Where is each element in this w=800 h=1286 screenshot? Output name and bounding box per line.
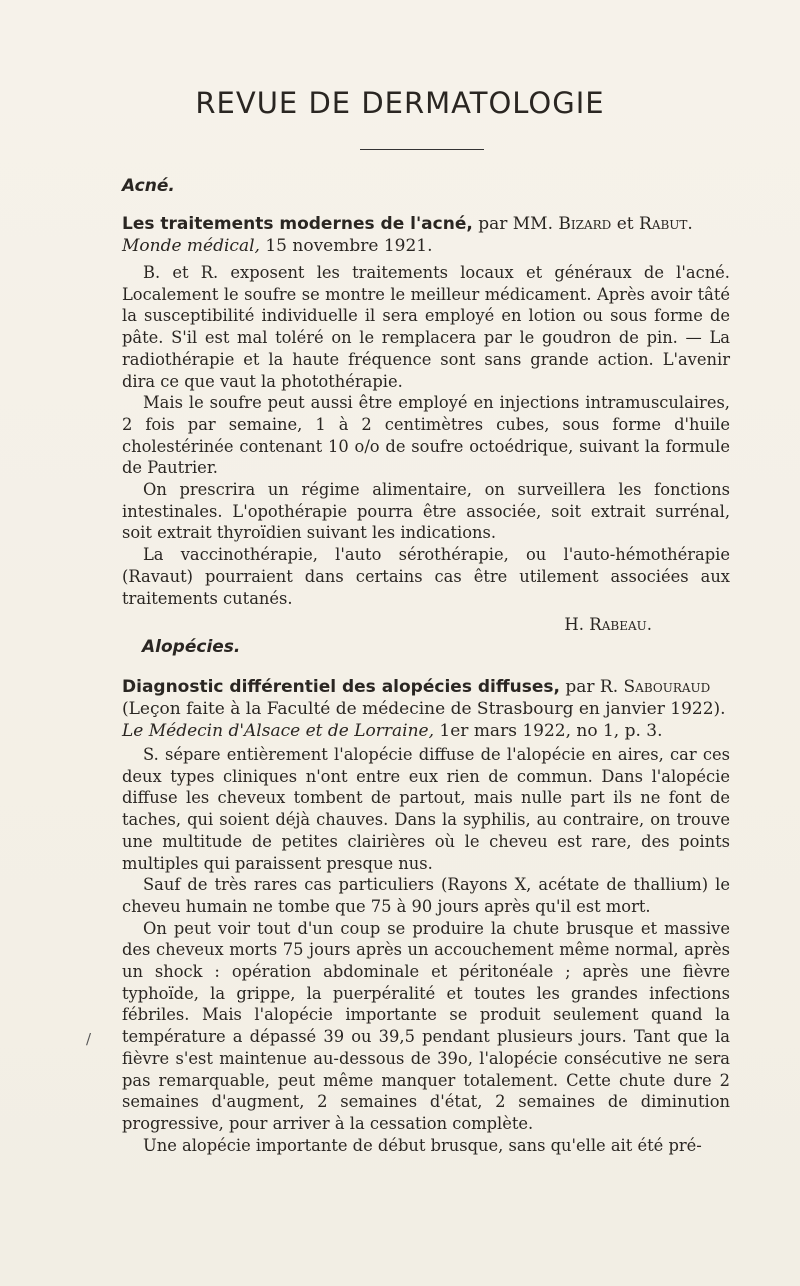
paragraph: Une alopécie importante de début brusque, sans qu'elle ait été pré- bbox=[143, 1135, 702, 1155]
article-acne bbox=[122, 213, 730, 257]
paragraph: La vaccinothérapie, l'auto sérothérapie, ou l'auto-hémothérapie (Ravaut) pourraient dans certains cas être utilement associées aux traitements cutanés. bbox=[122, 545, 730, 608]
section-acne bbox=[122, 176, 730, 196]
paragraph: On peut voir tout d'un coup se produire la chute brusque et massive des cheveux morts 75 jours après un accouchement même normal, après un shock : opération abdominale et péritonéale ; après une fièvre typhoïde, la grippe, la puerpéralité et toutes les grandes infections fébriles. Mais l'alopécie importante se produit seulement quand la température a dépassé 39 ou 39,5 pendant plusieurs jours. Tant que la fièvre s'est maintenue au-dessous de 39o, l'alopécie consécutive ne sera pas remarquable, peut même manquer totalement. Cette chute dure 2 semaines d'augment, 2 semaines d'état, 2 semaines de diminution progressive, pour arriver à la cessation complète. bbox=[122, 918, 730, 1133]
signature-text: H. Rabeau. bbox=[564, 615, 652, 635]
paragraph: On prescrira un régime alimentaire, on surveillera les fonctions intestinales. L'opothérapie pourra être associée, soit extrait surrénal, soit extrait thyroïdien suivant les indications. bbox=[122, 480, 730, 543]
article-header bbox=[122, 676, 730, 742]
citation: (Leçon faite à la Faculté de médecine de Strasbourg en janvier 1922). bbox=[122, 699, 726, 719]
title-rule bbox=[360, 149, 484, 150]
paragraph: Sauf de très rares cas particuliers (Rayons X, acétate de thallium) le cheveu humain ne tombe que 75 à 90 jours après qu'il est mort. bbox=[122, 875, 730, 916]
authors-prefix: par R. bbox=[565, 677, 619, 697]
paragraph: B. et R. exposent les traitements locaux et généraux de l'acné. Localement le soufre se montre le meilleur médicament. Après avoir tâté la susceptibilité individuelle il sera employé en lotion ou sous forme de pâte. S'il est mal toléré on le remplacera par le goudron de pin. — La radiothérapie et la haute fréquence sont sans grande action. L'avenir dira ce que vaut la photothérapie. bbox=[122, 263, 730, 391]
section-heading: Acné. bbox=[122, 176, 175, 196]
article-title: Diagnostic différentiel des alopécies diffuses, bbox=[122, 677, 560, 697]
article-body-acne bbox=[122, 262, 730, 634]
article-header bbox=[122, 213, 730, 257]
paragraph: S. sépare entièrement l'alopécie diffuse de l'alopécie en aires, car ces deux types cliniques n'ont entre eux rien de commun. Dans l'alopécie diffuse les cheveux tombent de partout, mais nulle part ils ne font de taches, qui soient déjà chauves. Dans la syphilis, au contraire, on trouve une multitude de petites clairières où le cheveu est rare, des points multiples qui paraissent presque nus. bbox=[122, 745, 730, 873]
author-name: Bizard bbox=[558, 214, 612, 234]
section-alopecies bbox=[122, 637, 730, 657]
margin-mark: / bbox=[86, 1030, 92, 1048]
article-title: Les traitements modernes de l'acné, bbox=[122, 214, 473, 234]
authors-prefix: par MM. bbox=[478, 214, 553, 234]
section-heading: Alopécies. bbox=[142, 637, 241, 657]
journal-name: Le Médecin d'Alsace et de Lorraine, bbox=[122, 721, 434, 741]
author-name: Sabouraud bbox=[623, 677, 711, 697]
article-body-alopecies bbox=[122, 744, 730, 1156]
author-conjunction: et bbox=[616, 214, 634, 234]
publication-date: 15 novembre 1921. bbox=[265, 236, 433, 256]
publication-date: 1er mars 1922, no 1, p. 3. bbox=[439, 721, 663, 741]
journal-title: REVUE DE DERMATOLOGIE bbox=[195, 86, 605, 120]
signature bbox=[122, 615, 730, 634]
journal-name: Monde médical, bbox=[122, 236, 260, 256]
paragraph: Mais le soufre peut aussi être employé en injections intramusculaires, 2 fois par semaine, 1 à 2 centimètres cubes, sous forme d'huile cholestérinée contenant 10 o/o de soufre octoédrique, suivant la formule de Pautrier. bbox=[122, 393, 730, 478]
article-alopecies bbox=[122, 676, 730, 742]
author-name: Rabut. bbox=[639, 214, 693, 234]
